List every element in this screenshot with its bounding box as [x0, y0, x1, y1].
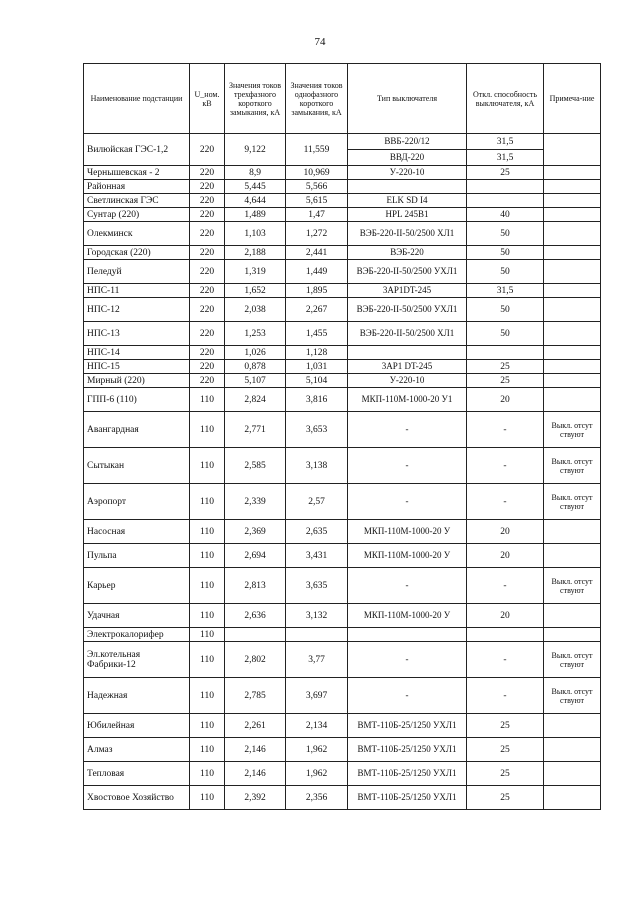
breaking-capacity-cell: 20 — [467, 388, 544, 412]
voltage-cell: 110 — [190, 762, 225, 786]
breaking-capacity-cell: 25 — [467, 786, 544, 810]
table-row — [84, 520, 601, 544]
breaker-type-cell: - — [348, 678, 467, 714]
table-row — [84, 448, 601, 484]
header-cell: Значения токов трехфазного короткого замыкания, кА — [225, 64, 286, 134]
note-cell — [544, 134, 601, 166]
breaking-capacity-cell: 25 — [467, 360, 544, 374]
substation-name-cell: Сунтар (220) — [84, 208, 190, 222]
table-row — [84, 544, 601, 568]
table-row — [84, 738, 601, 762]
breaker-type-cell: ELK SD I4 — [348, 194, 467, 208]
header-cell: Откл. способность выключателя, кА — [467, 64, 544, 134]
note-cell — [544, 604, 601, 628]
substation-name-cell: НПС-13 — [84, 322, 190, 346]
voltage-cell: 110 — [190, 738, 225, 762]
breaker-type-cell: ВЭБ-220-II-50/2500 УХЛ1 — [348, 260, 467, 284]
header-cell: U_ном. кВ — [190, 64, 225, 134]
note-cell — [544, 786, 601, 810]
breaking-capacity-cell: 25 — [467, 714, 544, 738]
breaking-capacity-cell: 50 — [467, 322, 544, 346]
voltage-cell: 110 — [190, 448, 225, 484]
voltage-cell: 110 — [190, 412, 225, 448]
three-phase-current-cell: 2,369 — [225, 520, 286, 544]
table-row — [84, 786, 601, 810]
voltage-cell: 220 — [190, 346, 225, 360]
voltage-cell: 220 — [190, 208, 225, 222]
note-cell: Выкл. отсут ствуют — [544, 448, 601, 484]
three-phase-current-cell: 2,694 — [225, 544, 286, 568]
note-cell — [544, 298, 601, 322]
voltage-cell: 110 — [190, 484, 225, 520]
single-phase-current-cell: 3,816 — [286, 388, 348, 412]
table-row — [84, 180, 601, 194]
three-phase-current-cell: 2,802 — [225, 642, 286, 678]
single-phase-current-cell: 1,272 — [286, 222, 348, 246]
voltage-cell: 220 — [190, 134, 225, 166]
table-row — [84, 194, 601, 208]
substation-name-cell: Авангардная — [84, 412, 190, 448]
breaker-type-cell: ВМТ-110Б-25/1250 УХЛ1 — [348, 738, 467, 762]
note-cell — [544, 360, 601, 374]
three-phase-current-cell: 2,585 — [225, 448, 286, 484]
voltage-cell: 110 — [190, 628, 225, 642]
note-cell — [544, 374, 601, 388]
three-phase-current-cell: 5,445 — [225, 180, 286, 194]
table-row — [84, 628, 601, 642]
table-row — [84, 284, 601, 298]
substation-name-cell: Хвостовое Хозяйство — [84, 786, 190, 810]
single-phase-current-cell: 1,031 — [286, 360, 348, 374]
voltage-cell: 110 — [190, 544, 225, 568]
breaker-type-cell: ВМТ-110Б-25/1250 УХЛ1 — [348, 786, 467, 810]
breaker-type-cell: ВЭБ-220 — [348, 246, 467, 260]
single-phase-current-cell: 3,132 — [286, 604, 348, 628]
single-phase-current-cell: 3,138 — [286, 448, 348, 484]
three-phase-current-cell: 9,122 — [225, 134, 286, 166]
substation-table — [83, 63, 601, 810]
breaking-capacity-cell: 50 — [467, 260, 544, 284]
voltage-cell: 220 — [190, 284, 225, 298]
breaker-type-cell: МКП-110М-1000-20 У — [348, 604, 467, 628]
table-row — [84, 412, 601, 448]
three-phase-current-cell: 1,103 — [225, 222, 286, 246]
three-phase-current-cell: 1,026 — [225, 346, 286, 360]
single-phase-current-cell: 1,449 — [286, 260, 348, 284]
substation-name-cell: Карьер — [84, 568, 190, 604]
substation-name-cell: Аэропорт — [84, 484, 190, 520]
breaker-type-cell: МКП-110М-1000-20 У — [348, 544, 467, 568]
note-cell: Выкл. отсут ствуют — [544, 568, 601, 604]
breaker-type-cell: ВЭБ-220-II-50/2500 УХЛ1 — [348, 298, 467, 322]
breaking-capacity-cell: - — [467, 448, 544, 484]
breaking-capacity-cell: - — [467, 412, 544, 448]
table-row — [84, 322, 601, 346]
breaking-capacity-cell: 20 — [467, 604, 544, 628]
single-phase-current-cell: 2,356 — [286, 786, 348, 810]
breaking-capacity-cell — [467, 346, 544, 360]
note-cell — [544, 180, 601, 194]
breaking-capacity-cell: 25 — [467, 762, 544, 786]
header-cell: Наименование подстанции — [84, 64, 190, 134]
breaking-capacity-cell: 20 — [467, 544, 544, 568]
substation-name-cell: Удачная — [84, 604, 190, 628]
breaker-type-cell: HPL 245B1 — [348, 208, 467, 222]
three-phase-current-cell: 2,785 — [225, 678, 286, 714]
three-phase-current-cell: 2,771 — [225, 412, 286, 448]
voltage-cell: 220 — [190, 260, 225, 284]
breaker-type-cell: 3AP1DT-245 — [348, 284, 467, 298]
substation-name-cell: ГПП-6 (110) — [84, 388, 190, 412]
voltage-cell: 220 — [190, 180, 225, 194]
voltage-cell: 220 — [190, 166, 225, 180]
table-row — [84, 208, 601, 222]
voltage-cell: 220 — [190, 360, 225, 374]
three-phase-current-cell: 1,652 — [225, 284, 286, 298]
note-cell — [544, 208, 601, 222]
breaking-capacity-cell: 31,5 — [467, 284, 544, 298]
note-cell: Выкл. отсут ствуют — [544, 642, 601, 678]
table-row — [84, 678, 601, 714]
note-cell: Выкл. отсут ствуют — [544, 412, 601, 448]
three-phase-current-cell: 0,878 — [225, 360, 286, 374]
breaking-capacity-cell: - — [467, 484, 544, 520]
breaking-capacity-cell: 20 — [467, 520, 544, 544]
single-phase-current-cell: 3,431 — [286, 544, 348, 568]
breaking-capacity-cell: - — [467, 678, 544, 714]
single-phase-current-cell: 2,441 — [286, 246, 348, 260]
table-row — [84, 222, 601, 246]
substation-name-cell: Тепловая — [84, 762, 190, 786]
voltage-cell: 220 — [190, 322, 225, 346]
three-phase-current-cell: 1,489 — [225, 208, 286, 222]
voltage-cell: 110 — [190, 714, 225, 738]
note-cell: Выкл. отсут ствуют — [544, 484, 601, 520]
substation-name-cell: Городская (220) — [84, 246, 190, 260]
breaking-capacity-cell: 40 — [467, 208, 544, 222]
table-row — [84, 360, 601, 374]
note-cell — [544, 520, 601, 544]
single-phase-current-cell: 1,47 — [286, 208, 348, 222]
voltage-cell: 220 — [190, 374, 225, 388]
breaker-type-cell — [348, 180, 467, 194]
substation-name-cell: Насосная — [84, 520, 190, 544]
table-row — [84, 166, 601, 180]
note-cell — [544, 222, 601, 246]
breaking-capacity-cell: 25 — [467, 166, 544, 180]
table-row — [84, 642, 601, 678]
three-phase-current-cell: 5,107 — [225, 374, 286, 388]
breaking-capacity-cell: 31,5 — [467, 150, 544, 166]
breaker-type-cell: МКП-110М-1000-20 У — [348, 520, 467, 544]
breaking-capacity-cell: 50 — [467, 222, 544, 246]
three-phase-current-cell: 2,824 — [225, 388, 286, 412]
voltage-cell: 220 — [190, 222, 225, 246]
note-cell — [544, 714, 601, 738]
single-phase-current-cell: 3,77 — [286, 642, 348, 678]
table-row — [84, 374, 601, 388]
three-phase-current-cell: 2,636 — [225, 604, 286, 628]
breaking-capacity-cell: 50 — [467, 246, 544, 260]
substation-name-cell: Светлинская ГЭС — [84, 194, 190, 208]
breaking-capacity-cell: 25 — [467, 738, 544, 762]
three-phase-current-cell: 8,9 — [225, 166, 286, 180]
breaking-capacity-cell: 31,5 — [467, 134, 544, 150]
note-cell: Выкл. отсут ствуют — [544, 678, 601, 714]
single-phase-current-cell: 5,566 — [286, 180, 348, 194]
breaker-type-cell: МКП-110М-1000-20 У1 — [348, 388, 467, 412]
single-phase-current-cell: 2,134 — [286, 714, 348, 738]
substation-name-cell: Пеледуй — [84, 260, 190, 284]
table-row — [84, 246, 601, 260]
substation-name-cell: Надежная — [84, 678, 190, 714]
voltage-cell: 220 — [190, 298, 225, 322]
substation-name-cell: НПС-15 — [84, 360, 190, 374]
voltage-cell: 110 — [190, 786, 225, 810]
single-phase-current-cell — [286, 628, 348, 642]
table-row — [84, 604, 601, 628]
breaking-capacity-cell: 50 — [467, 298, 544, 322]
breaker-type-cell: - — [348, 568, 467, 604]
note-cell — [544, 762, 601, 786]
breaking-capacity-cell — [467, 628, 544, 642]
substation-name-cell: Алмаз — [84, 738, 190, 762]
voltage-cell: 220 — [190, 194, 225, 208]
header-cell: Значения токов однофазного короткого замыкания, кА — [286, 64, 348, 134]
voltage-cell: 110 — [190, 388, 225, 412]
single-phase-current-cell: 2,267 — [286, 298, 348, 322]
voltage-cell: 220 — [190, 246, 225, 260]
note-cell — [544, 166, 601, 180]
breaker-type-cell: ВМТ-110Б-25/1250 УХЛ1 — [348, 714, 467, 738]
breaking-capacity-cell: - — [467, 568, 544, 604]
breaker-type-cell: - — [348, 448, 467, 484]
single-phase-current-cell: 5,615 — [286, 194, 348, 208]
single-phase-current-cell: 3,635 — [286, 568, 348, 604]
note-cell — [544, 322, 601, 346]
substation-name-cell: НПС-11 — [84, 284, 190, 298]
single-phase-current-cell: 2,57 — [286, 484, 348, 520]
three-phase-current-cell: 1,319 — [225, 260, 286, 284]
single-phase-current-cell: 5,104 — [286, 374, 348, 388]
breaker-type-cell: - — [348, 642, 467, 678]
three-phase-current-cell: 2,146 — [225, 738, 286, 762]
note-cell — [544, 388, 601, 412]
voltage-cell: 110 — [190, 604, 225, 628]
breaking-capacity-cell: - — [467, 642, 544, 678]
page-number: 74 — [314, 36, 326, 48]
single-phase-current-cell: 2,635 — [286, 520, 348, 544]
single-phase-current-cell: 1,128 — [286, 346, 348, 360]
note-cell — [544, 346, 601, 360]
three-phase-current-cell: 2,813 — [225, 568, 286, 604]
table-row — [84, 260, 601, 284]
three-phase-current-cell: 4,644 — [225, 194, 286, 208]
breaker-type-cell: ВВБ-220/12 — [348, 134, 467, 150]
note-cell — [544, 246, 601, 260]
note-cell — [544, 260, 601, 284]
table-row — [84, 762, 601, 786]
substation-name-cell: Эл.котельная Фабрики-12 — [84, 642, 190, 678]
substation-name-cell: Вилюйская ГЭС-1,2 — [84, 134, 190, 166]
breaker-type-cell: У-220-10 — [348, 374, 467, 388]
breaker-type-cell: ВЭБ-220-II-50/2500 ХЛ1 — [348, 322, 467, 346]
single-phase-current-cell: 10,969 — [286, 166, 348, 180]
single-phase-current-cell: 1,962 — [286, 738, 348, 762]
substation-name-cell: Чернышевская - 2 — [84, 166, 190, 180]
single-phase-current-cell: 1,895 — [286, 284, 348, 298]
single-phase-current-cell: 11,559 — [286, 134, 348, 166]
substation-name-cell: НПС-12 — [84, 298, 190, 322]
three-phase-current-cell: 2,188 — [225, 246, 286, 260]
breaker-type-cell — [348, 628, 467, 642]
breaking-capacity-cell: 25 — [467, 374, 544, 388]
single-phase-current-cell: 3,653 — [286, 412, 348, 448]
substation-name-cell: Районная — [84, 180, 190, 194]
substation-name-cell: Юбилейная — [84, 714, 190, 738]
table-row — [84, 134, 601, 150]
note-cell — [544, 628, 601, 642]
voltage-cell: 110 — [190, 642, 225, 678]
three-phase-current-cell: 2,339 — [225, 484, 286, 520]
single-phase-current-cell: 1,962 — [286, 762, 348, 786]
single-phase-current-cell: 3,697 — [286, 678, 348, 714]
header-cell: Примеча-ние — [544, 64, 601, 134]
voltage-cell: 110 — [190, 678, 225, 714]
breaker-type-cell: ВМТ-110Б-25/1250 УХЛ1 — [348, 762, 467, 786]
table-row — [84, 298, 601, 322]
table-row — [84, 714, 601, 738]
substation-name-cell: Электрокалорифер — [84, 628, 190, 642]
header-cell: Тип выключателя — [348, 64, 467, 134]
breaking-capacity-cell — [467, 180, 544, 194]
voltage-cell: 110 — [190, 568, 225, 604]
substation-name-cell: Олекминск — [84, 222, 190, 246]
substation-name-cell: Мирный (220) — [84, 374, 190, 388]
note-cell — [544, 194, 601, 208]
three-phase-current-cell: 2,392 — [225, 786, 286, 810]
breaking-capacity-cell — [467, 194, 544, 208]
breaker-type-cell: - — [348, 412, 467, 448]
three-phase-current-cell: 2,261 — [225, 714, 286, 738]
voltage-cell: 110 — [190, 520, 225, 544]
note-cell — [544, 738, 601, 762]
note-cell — [544, 284, 601, 298]
three-phase-current-cell — [225, 628, 286, 642]
table-row — [84, 484, 601, 520]
table-row — [84, 388, 601, 412]
table-row — [84, 568, 601, 604]
breaker-type-cell: - — [348, 484, 467, 520]
note-cell — [544, 544, 601, 568]
breaker-type-cell: 3AP1 DT-245 — [348, 360, 467, 374]
substation-name-cell: Пульпа — [84, 544, 190, 568]
single-phase-current-cell: 1,455 — [286, 322, 348, 346]
breaker-type-cell: У-220-10 — [348, 166, 467, 180]
substation-name-cell: Сытыкан — [84, 448, 190, 484]
three-phase-current-cell: 1,253 — [225, 322, 286, 346]
three-phase-current-cell: 2,146 — [225, 762, 286, 786]
breaker-type-cell — [348, 346, 467, 360]
breaker-type-cell: ВВД-220 — [348, 150, 467, 166]
three-phase-current-cell: 2,038 — [225, 298, 286, 322]
table-row — [84, 346, 601, 360]
table-header-row — [84, 64, 601, 134]
breaker-type-cell: ВЭБ-220-II-50/2500 ХЛ1 — [348, 222, 467, 246]
substation-name-cell: НПС-14 — [84, 346, 190, 360]
table-body — [84, 134, 601, 810]
